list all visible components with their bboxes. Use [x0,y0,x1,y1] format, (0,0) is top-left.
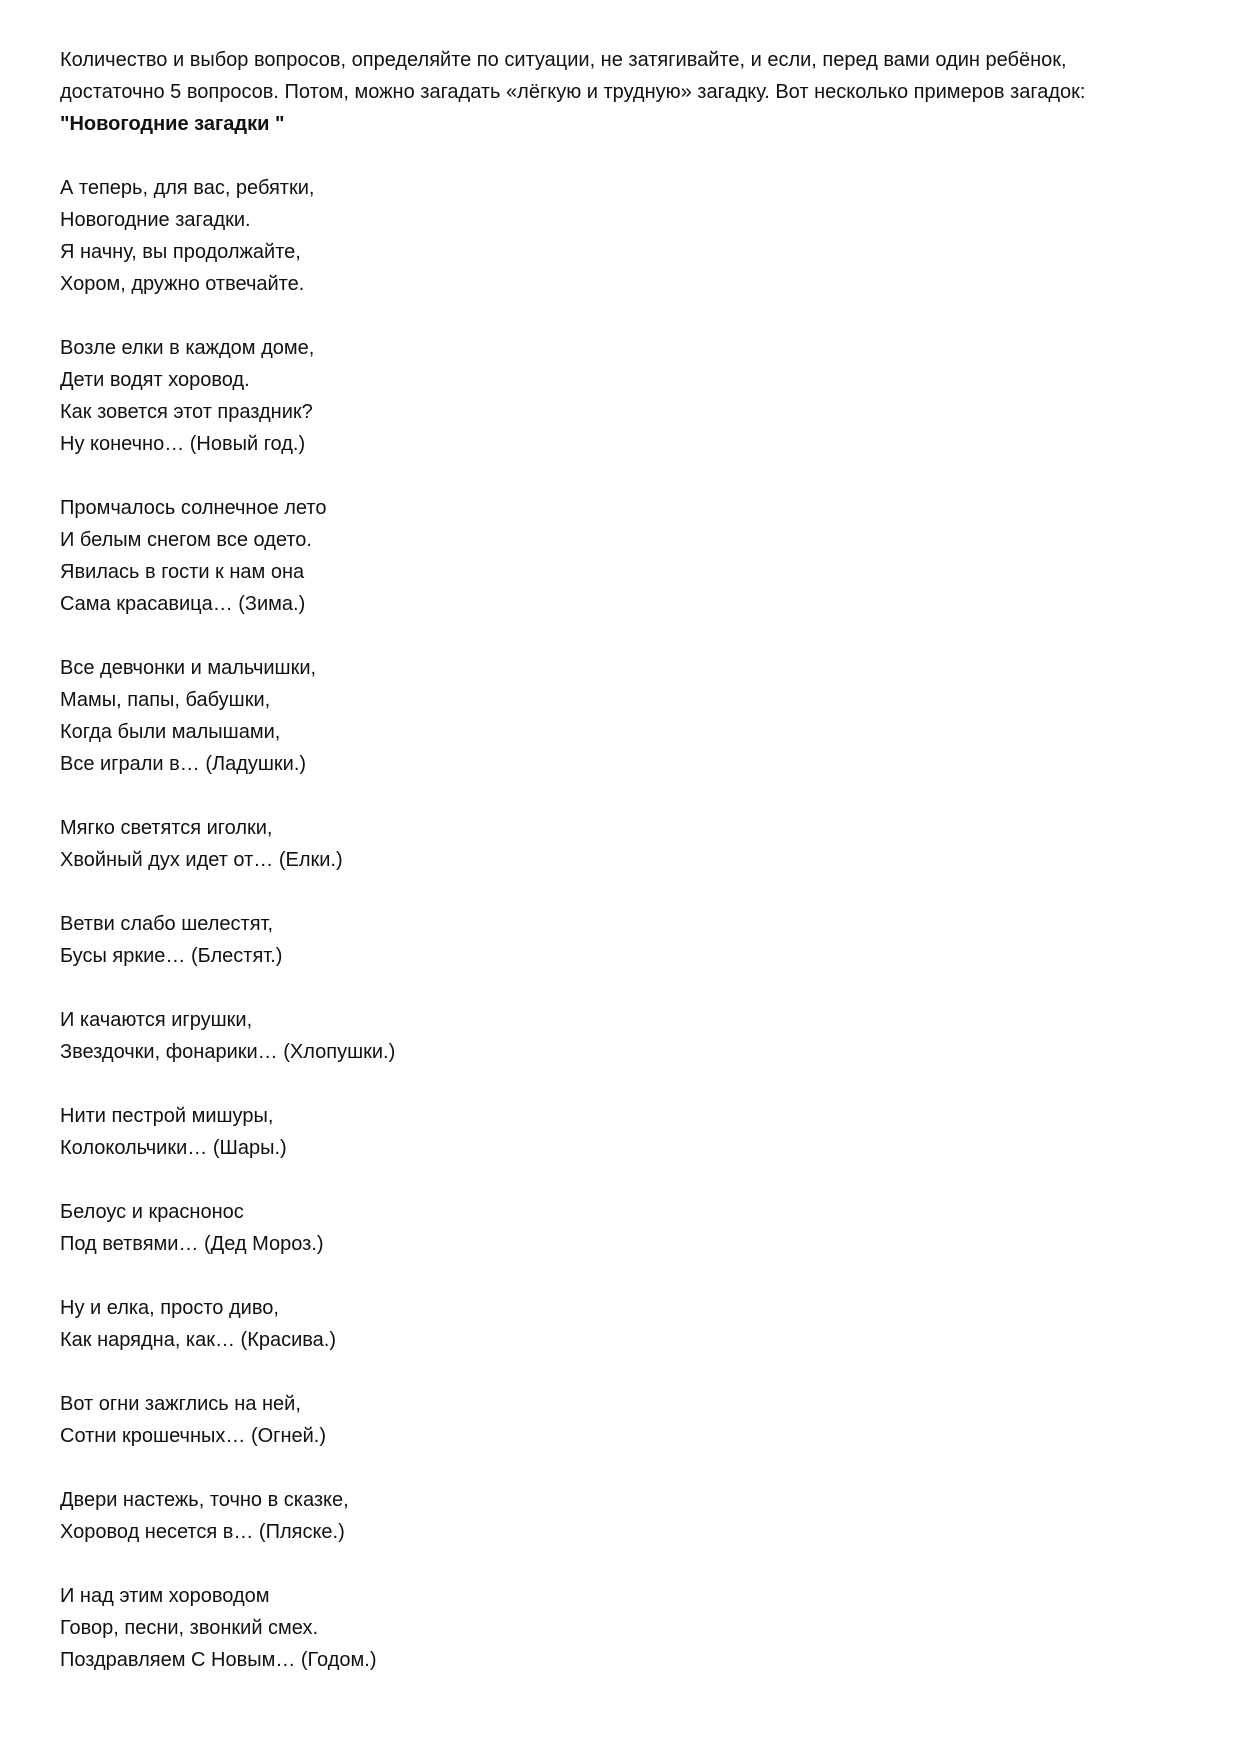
verse-line: Колокольчики… (Шары.) [60,1137,287,1159]
verse-line: И белым снегом все одето. [60,529,312,551]
verse-line: Белоус и краснонос [60,1201,244,1223]
verse-line: Нити пестрой мишуры, [60,1105,274,1127]
verse-line: И качаются игрушки, [60,1009,253,1031]
riddle-stanza [60,1004,1190,1068]
verse-line: Под ветвями… (Дед Мороз.) [60,1233,324,1255]
verse-line: Ну конечно… (Новый год.) [60,433,306,455]
document-page [60,44,1190,1676]
verse-line: Звездочки, фонарики… (Хлопушки.) [60,1041,396,1063]
verse-line: Сотни крошечных… (Огней.) [60,1425,327,1447]
verse-line: Все играли в… (Ладушки.) [60,753,307,775]
riddle-stanza [60,1580,1190,1676]
riddle-stanza [60,332,1190,460]
riddle-stanza [60,1484,1190,1548]
verse-line: Новогодние загадки. [60,209,251,231]
verse-line: А теперь, для вас, ребятки, [60,177,315,199]
verse-line: Я начну, вы продолжайте, [60,241,301,263]
verse-line: Как зовется этот праздник? [60,401,313,423]
riddle-stanza [60,1388,1190,1452]
riddle-stanza [60,1292,1190,1356]
intro-paragraph [60,44,1190,108]
riddle-stanza [60,652,1190,780]
verse-line: Бусы яркие… (Блестят.) [60,945,283,967]
verse-line: Хвойный дух идет от… (Елки.) [60,849,343,871]
verse-line: Поздравляем С Новым… (Годом.) [60,1649,377,1671]
verse-line: Мягко светятся иголки, [60,817,273,839]
riddle-stanza [60,492,1190,620]
riddle-stanza [60,908,1190,972]
verse-line: Возле елки в каждом доме, [60,337,315,359]
document-title: "Новогодние загадки " [60,113,285,135]
verse-line: Хором, дружно отвечайте. [60,273,305,295]
riddle-stanza [60,1196,1190,1260]
verse-line: Хоровод несется в… (Пляске.) [60,1521,345,1543]
verse-line: Промчалось солнечное лето [60,497,327,519]
verse-line: Когда были малышами, [60,721,281,743]
verse-line: И над этим хороводом [60,1585,270,1607]
verse-line: Вот огни зажглись на ней, [60,1393,301,1415]
riddle-stanza [60,172,1190,300]
intro-line: достаточно 5 вопросов. Потом, можно загадать «лёгкую и трудную» загадку. Вот несколько примеров загадок: [60,81,1086,103]
verse-line: Все девчонки и мальчишки, [60,657,317,679]
intro-line: Количество и выбор вопросов, определяйте по ситуации, не затягивайте, и если, перед вами один ребёнок, [60,49,1067,71]
verse-line: Дети водят хоровод. [60,369,250,391]
verse-line: Ветви слабо шелестят, [60,913,274,935]
riddle-stanza [60,1100,1190,1164]
verse-line: Двери настежь, точно в сказке, [60,1489,349,1511]
verse-line: Как нарядна, как… (Красива.) [60,1329,337,1351]
verse-line: Говор, песни, звонкий смех. [60,1617,319,1639]
verse-line: Явилась в гости к нам она [60,561,305,583]
verse-line: Ну и елка, просто диво, [60,1297,279,1319]
riddle-stanza [60,812,1190,876]
verse-line: Мамы, папы, бабушки, [60,689,271,711]
verse-line: Сама красавица… (Зима.) [60,593,306,615]
